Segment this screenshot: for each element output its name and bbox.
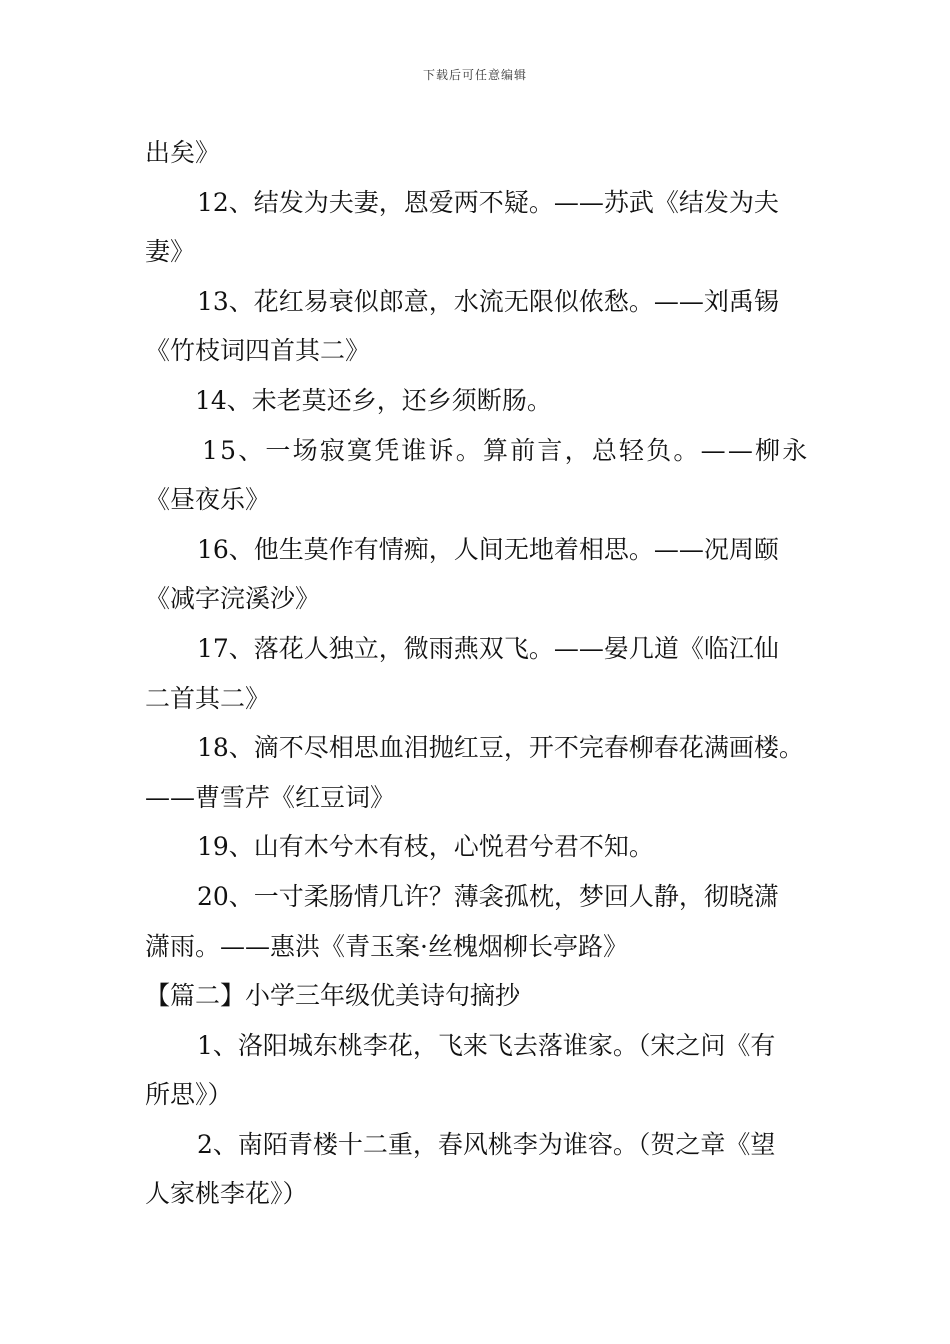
text-line: ——曹雪芹《红豆词》 — [145, 782, 396, 812]
text-line: 20、一寸柔肠情几许？薄衾孤枕，梦回人静，彻晓潇 — [197, 881, 779, 911]
text-line: 17、落花人独立，微雨燕双飞。——晏几道《临江仙 — [197, 633, 779, 663]
text-line: 人家桃李花》） — [145, 1179, 308, 1209]
section-heading: 【篇二】小学三年级优美诗句摘抄 — [145, 981, 521, 1011]
text-line: 2、南陌青楼十二重，春风桃李为谁容。（贺之章《望 — [197, 1129, 776, 1159]
document-body — [145, 128, 815, 1219]
page-header: 下载后可任意编辑 — [422, 68, 527, 82]
text-line: 13、花红易衰似郎意，水流无限似侬愁。——刘禹锡 — [197, 286, 779, 316]
text-line: 出矣》 — [145, 138, 221, 167]
text-line: 12、结发为夫妻，恩爱两不疑。——苏武《结发为夫 — [197, 187, 779, 217]
text-line: 1、洛阳城东桃李花，飞来飞去落谁家。（宋之问《有 — [197, 1030, 776, 1060]
text-line: 15、一场寂寞凭谁诉。算前言，总轻负。——柳永 — [202, 435, 810, 465]
text-line: 《减字浣溪沙》 — [145, 584, 321, 614]
text-line: 19、山有木兮木有枝，心悦君兮君不知。 — [197, 832, 654, 862]
text-line: 18、滴不尽相思血泪抛红豆，开不完春柳春花满画楼。 — [197, 733, 804, 763]
text-line: 14、未老莫还乡，还乡须断肠。 — [195, 385, 552, 415]
text-line: 二首其二》 — [145, 683, 271, 713]
text-line: 16、他生莫作有情痴，人间无地着相思。——况周颐 — [197, 534, 779, 564]
text-line: 妻》 — [145, 237, 196, 267]
text-line: 《昼夜乐》 — [145, 485, 271, 515]
text-line: 《竹枝词四首其二》 — [145, 336, 371, 366]
text-line: 潇雨。——惠洪《青玉案·丝槐烟柳长亭路》 — [145, 931, 628, 961]
text-line: 所思》） — [145, 1080, 233, 1110]
